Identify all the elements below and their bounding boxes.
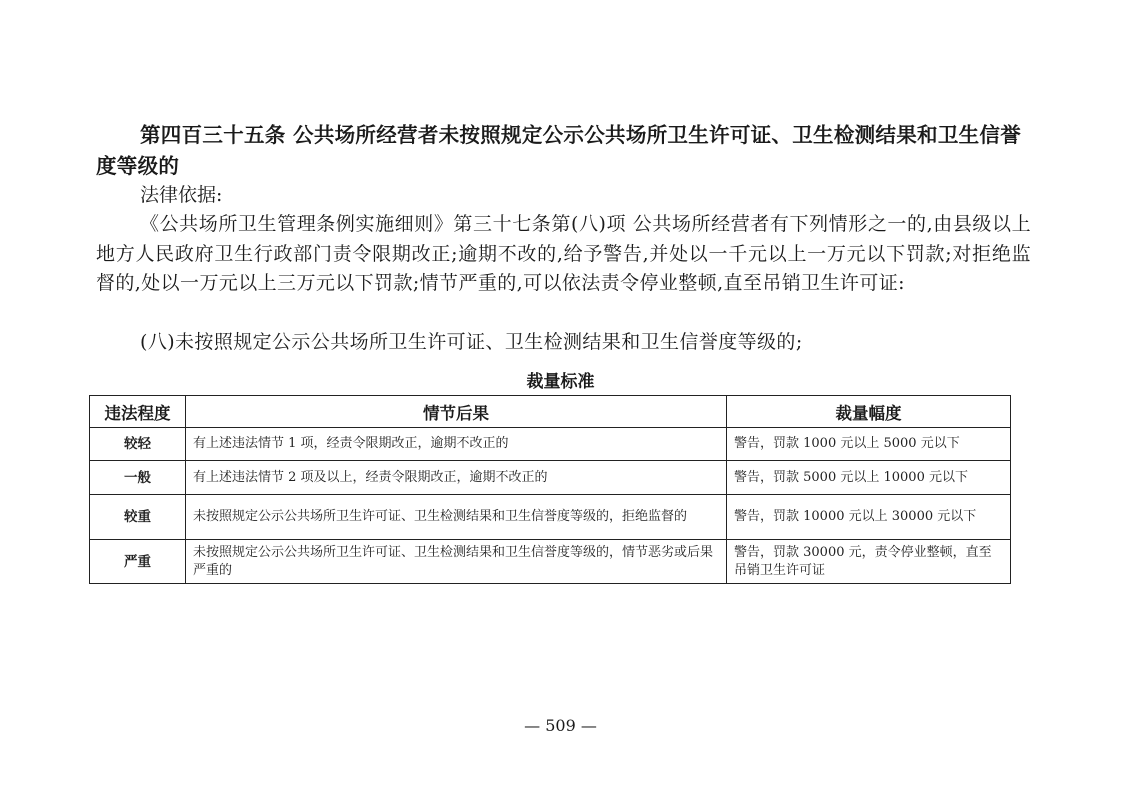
degree-cell: 严重 — [90, 540, 186, 584]
degree-cell: 较重 — [90, 495, 186, 540]
header-degree: 违法程度 — [90, 396, 186, 428]
penalty-cell: 警告，罚款 5000 元以上 10000 元以下 — [727, 461, 1011, 495]
discretion-standards-table — [89, 395, 1011, 584]
circumstance-cell: 有上述违法情节 2 项及以上，经责令限期改正，逾期不改正的 — [186, 461, 727, 495]
circumstance-cell: 未按照规定公示公共场所卫生许可证、卫生检测结果和卫生信誉度等级的，情节恶劣或后果严重的 — [186, 540, 727, 584]
penalty-cell: 警告，罚款 10000 元以上 30000 元以下 — [727, 495, 1011, 540]
table-row — [90, 495, 1011, 540]
penalty-cell: 警告，罚款 30000 元，责令停业整顿，直至吊销卫生许可证 — [727, 540, 1011, 584]
article-heading: 第四百三十五条 公共场所经营者未按照规定公示公共场所卫生许可证、卫生检测结果和卫生信誉度等级的 — [96, 123, 1022, 178]
header-penalty: 裁量幅度 — [727, 396, 1011, 428]
table-row — [90, 461, 1011, 495]
header-circumstance: 情节后果 — [186, 396, 727, 428]
table-row — [90, 428, 1011, 461]
circumstance-cell: 有上述违法情节 1 项，经责令限期改正，逾期不改正的 — [186, 428, 727, 461]
legal-basis-item: (八)未按照规定公示公共场所卫生许可证、卫生检测结果和卫生信誉度等级的; — [140, 331, 803, 353]
legal-basis-label: 法律依据: — [140, 184, 223, 206]
table-header-row — [90, 396, 1011, 428]
table-title: 裁量标准 — [526, 372, 595, 392]
page-number: — 509 — — [524, 716, 597, 735]
degree-cell: 一般 — [90, 461, 186, 495]
degree-cell: 较轻 — [90, 428, 186, 461]
circumstance-cell: 未按照规定公示公共场所卫生许可证、卫生检测结果和卫生信誉度等级的，拒绝监督的 — [186, 495, 727, 540]
table-row — [90, 540, 1011, 584]
legal-basis-text: 《公共场所卫生管理条例实施细则》第三十七条第(八)项 公共场所经营者有下列情形之一的,由县级以上地方人民政府卫生行政部门责令限期改正;逾期不改的,给予警告,并处以一千元以上一万元以下罚款;对拒绝监督的,处以一万元以上三万元以下罚款;情节严重的,可以依法责令停业整顿,直至吊销卫生许可证: — [96, 213, 1031, 294]
penalty-cell: 警告，罚款 1000 元以上 5000 元以下 — [727, 428, 1011, 461]
